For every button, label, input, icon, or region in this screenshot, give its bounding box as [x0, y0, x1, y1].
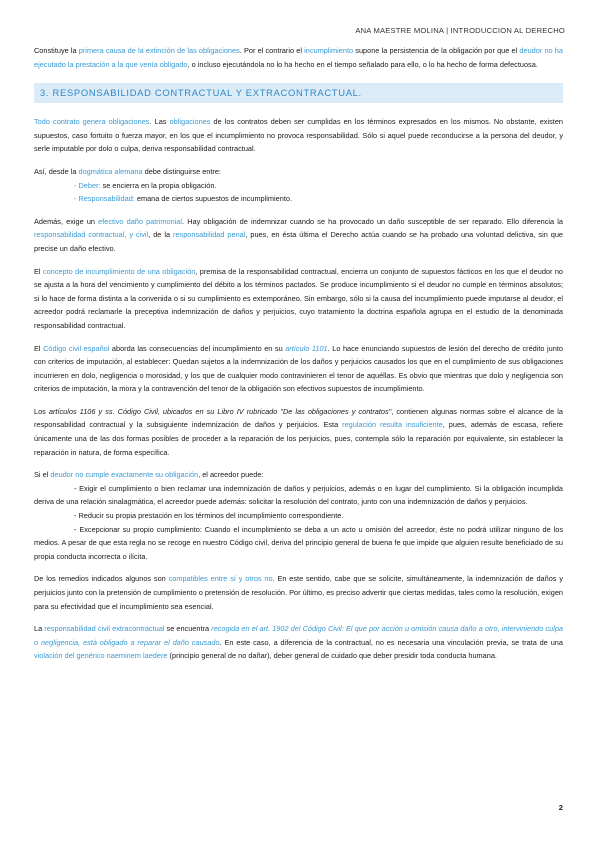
text: debe distinguirse entre:	[142, 166, 221, 176]
highlight: deudor no ha ejecutado la prestación a la que venía obligado	[34, 46, 563, 69]
highlight: - Responsabilidad:	[74, 194, 135, 204]
text: El	[34, 343, 44, 353]
text: supone la persistencia de la obligación por que el	[353, 46, 520, 55]
highlight: dogmática alemana	[78, 166, 143, 176]
text: emana de ciertos supuestos de incumplimiento.	[134, 194, 292, 204]
text: se encierra en la propia obligación.	[100, 180, 217, 190]
highlight: responsabilidad civil extracontractual	[44, 624, 165, 634]
paragraph-creditor-remedies	[34, 468, 563, 563]
highlight: Todo contrato genera obligaciones	[34, 117, 150, 127]
highlight: responsabilidad penal	[173, 230, 246, 240]
text: La	[34, 624, 45, 634]
highlight: deudor no cumple exactamente su obligación	[50, 470, 199, 480]
paragraph-compatible-remedies	[34, 572, 563, 613]
text: , el acreedor puede:	[198, 470, 264, 480]
text: . Lo hace enunciando supuestos de lesión del derecho de crédito junto con criterios de imputación, al establecer: Quedan sujetos a la indemnización de los daños y perjuicios causados los que en el cumplimiento de sus obligaciones incurrieren en dolo, negligencia o morosidad, y los que de cualquier modo contravinieren el tenor de aquéllas. Es obvio que mientras que dolo y negligencia son criterios de imputación, la mora y la contravención del tenor de la obligación son efectivos supuestos de incumplimiento.	[34, 343, 563, 394]
highlight: incumplimiento	[304, 46, 354, 55]
text: se encuentra	[164, 624, 212, 634]
highlight-italic: artículo 1101	[285, 343, 328, 353]
paragraph-patrimonial-damage	[34, 215, 563, 256]
text: Constituye la	[34, 46, 79, 55]
paragraph-breach-concept	[34, 265, 563, 333]
highlight: obligaciones	[169, 117, 211, 127]
text: de los contratos deben ser cumplidas en los términos expresados en los mismos. No obstante, existen supuestos, caso fortuito o fuerza mayor, en los que el incumplimiento no provoca responsabilidad. Sólo si aquel puede reconducirse a la persona del deudor, y serle imputable por dolo o culpa, deriva responsabilidad contractual.	[34, 117, 563, 154]
text: . Hay obligación de indemnizar cuando se ha provocado un daño susceptible de ser reparado. Ello diferencia la	[182, 216, 563, 226]
highlight: regulación resulta insuficiente	[342, 420, 443, 430]
highlight: concepto de incumplimiento de una obligación	[42, 266, 196, 276]
text: Además, exige un	[34, 216, 99, 226]
highlight: efectivo daño patrimonial	[98, 216, 183, 226]
list-item: - Excepcionar su propio cumplimiento: Cuando el incumplimiento se deba a un acto u omisión del acreedor, éste no podrá utilizar ninguno de los medios. A pesar de que esta regla no se recoge en nuestro Código civil, deriva del principio general de buena fe que impide que alguien resulte beneficiado de su propia conducta incorrecta o ilícita.	[34, 524, 563, 561]
text: . Por el contrario el	[239, 46, 305, 55]
list-item	[34, 192, 563, 206]
highlight: - Deber:	[74, 180, 101, 190]
italic-text: artículos 1106 y ss. Código Civil, ubicados en su Libro IV rubricado "De las obligaciones y contratos"	[48, 406, 392, 416]
text: , premisa de la responsabilidad contractual, encierra un conjunto de supuestos fácticos en los que el deudor no se ajusta a la hora del vencimiento y cumplimiento del débito a los términos pactados. Se produce incumplimiento si el deudor no cumple en términos absolutos; si lo hace de forma distinta a la convenida o si su cumplimiento es extemporáneo. Sin embargo, sólo si la causa del incumplimiento puede imputarse al deudor, el acreedor podrá reclamarle la preceptiva indemnización de daños y perjuicios, cuyo tratamiento la doctrina española agrupa en el estudio de la denominada responsabilidad contractual.	[34, 266, 563, 330]
text: , pues, además de escasa, refiere únicamente una de las dos formas posibles de proceder a la reparación de los perjuicios, pues, contempla sólo la reparación por equivalente, sin establecer la reparación in natura, de forma específica.	[34, 420, 564, 457]
text: . En este caso, a diferencia de la contractual, no es necesaria una vinculación previa, se trata de una	[219, 637, 563, 647]
highlight: violación del genérico naeminem laedere	[34, 651, 168, 661]
document-body	[34, 44, 563, 663]
text: , pues, en ésta última el Derecho actúa cuando se ha probado una voluntad delictiva, sin que precise un daño efectivo.	[34, 230, 564, 253]
paragraph-extracontractual	[34, 622, 563, 663]
paragraph-german-dogmatics	[34, 165, 563, 206]
text: Si el	[34, 470, 51, 480]
text: . En este sentido, cabe que se solicite, simultáneamente, la indemnización de daños y perjuicios junto con la pretensión de cumplimiento o pretensión de resolución. Por último, es preciso advertir que ciertas medidas, tales como la resolución, exigen para su efectividad que el incumplimiento sea esencial.	[34, 574, 563, 611]
paragraph-civil-code	[34, 342, 563, 396]
text: El	[34, 266, 43, 276]
highlight: Código civil español	[43, 343, 110, 353]
text: . Las	[149, 117, 170, 127]
running-header: ANA MAESTRE MOLINA | INTRODUCCION AL DERECHO	[355, 26, 565, 35]
paragraph-extinction	[34, 44, 563, 71]
text: Los	[34, 406, 49, 416]
text: , contienen algunas normas sobre el alcance de la responsabilidad contractual y la subsiguiente indemnización de daños y perjuicios. Esta	[34, 406, 563, 430]
highlight-italic: recogida en el art. 1902 del Código Civil: El que por acción u omisión causa daño a otro, interviniendo culpa o negligencia, está obligado a reparar el daño causado	[34, 624, 563, 647]
list-item: - Exigir el cumplimiento o bien reclamar una indemnización de daños y perjuicios, además o en lugar del cumplimiento. Si la obligación incumplida deriva de una relación sinalagmática, el acreedor puede además: solicitar la resolución del contrato, junto con una indemnización de daños y perjuicios.	[34, 483, 563, 507]
list-item: - Reducir su propia prestación en los términos del incumplimiento correspondiente.	[74, 511, 344, 521]
text: aborda las consecuencias del incumplimiento en su	[109, 343, 286, 353]
text: De los remedios indicados algunos son	[34, 574, 169, 584]
section-heading: 3. RESPONSABILIDAD CONTRACTUAL Y EXTRACONTRACTUAL.	[34, 83, 563, 103]
highlight: primera causa de la extinción de las obligaciones	[78, 46, 240, 55]
list-item	[34, 179, 563, 193]
page-number: 2	[558, 803, 563, 812]
paragraph-contract-obligations	[34, 115, 563, 156]
highlight: compatibles entre sí y otros no	[168, 574, 273, 584]
text: Así, desde la	[34, 166, 79, 176]
paragraph-articles-1106	[34, 405, 563, 459]
highlight: responsabilidad contractual, y civil	[34, 230, 149, 240]
text: (principio general de no dañar), deber general de cuidado que deber presidir toda conducta humana.	[167, 651, 497, 661]
text: , de la	[148, 230, 174, 240]
text: , o incluso ejecutándola no lo ha hecho en el tiempo señalado para ello, o lo ha hecho de forma defectuosa.	[187, 59, 538, 69]
